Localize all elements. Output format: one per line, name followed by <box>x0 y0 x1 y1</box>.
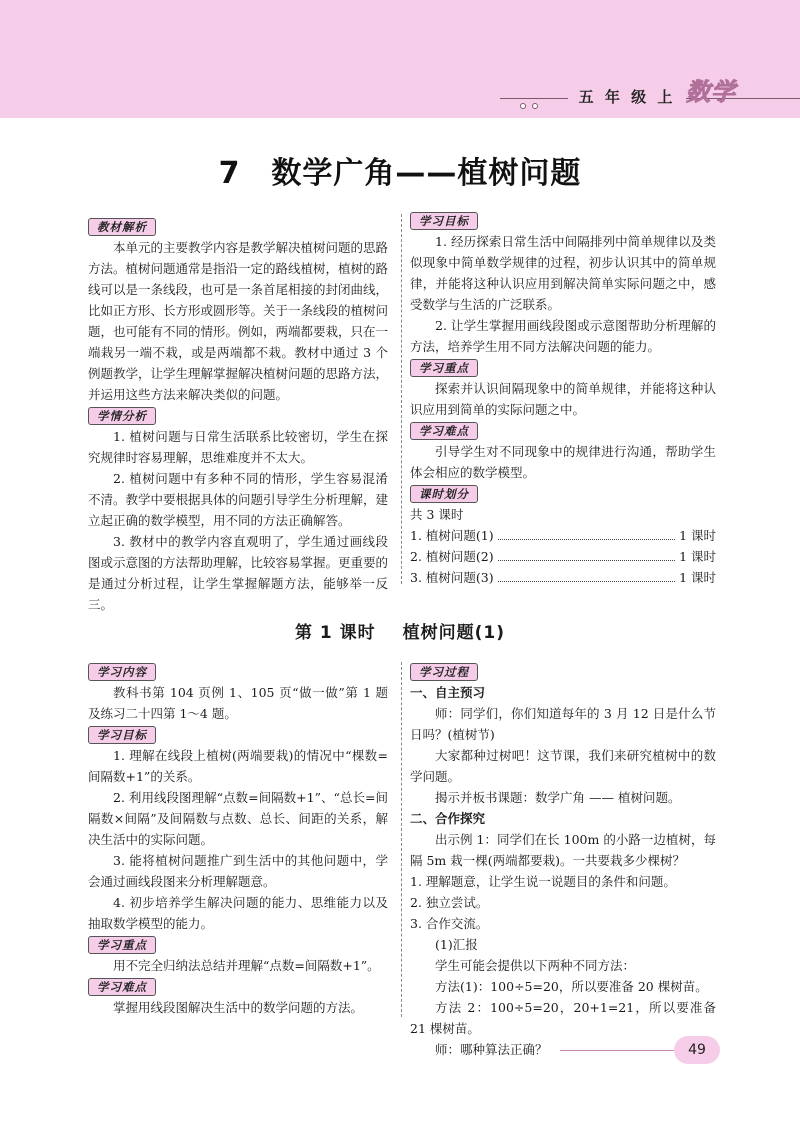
key-points-text: 探索并认识间隔现象中的简单规律，并能将这种认识应用到简单的实际问题之中。 <box>410 381 716 417</box>
schedule-row <box>410 546 716 567</box>
student-analysis-item: 1. 植树问题与日常生活联系比较密切，学生在探究规律时容易理解，思维难度并不太大。 <box>88 429 388 465</box>
lesson-number: 第 1 课时 <box>295 623 376 643</box>
student-analysis-item: 2. 植树问题中有多种不同的情形，学生容易混淆不清。教学中要根据具体的问题引导学生分析理解，建立起正确的数学模型，用不同的方法正确解答。 <box>88 471 389 528</box>
difficulties-text: 掌握用线段图解决生活中的数学问题的方法。 <box>113 1000 364 1015</box>
process-step: 3. 合作交流。 <box>410 916 489 931</box>
tag-difficulties: 学习难点 <box>410 422 478 440</box>
section2-left-column <box>88 661 388 1018</box>
schedule-row <box>410 525 716 546</box>
method-line: 方法 2：100÷5=20，20+1=21，所以要准备 21 棵树苗。 <box>410 1000 716 1036</box>
tag-difficulties: 学习难点 <box>88 978 156 996</box>
process-step: 2. 独立尝试。 <box>410 895 489 910</box>
learning-goal-item: 3. 能将植树问题推广到生活中的其他问题中，学会通过画线段图来分析理解题意。 <box>88 853 388 889</box>
tag-learning-process: 学习过程 <box>410 663 478 681</box>
learning-goal-item: 1. 理解在线段上植树(两端要栽)的情况中“棵数=间隔数+1”的关系。 <box>88 748 388 784</box>
step-heading: 二、合作探究 <box>410 811 486 826</box>
schedule-label: 3. 植树问题(3) <box>410 570 494 585</box>
schedule-hours: 1 课时 <box>679 528 716 543</box>
section2-right-column <box>410 661 716 1060</box>
tag-learning-goals: 学习目标 <box>88 726 156 744</box>
key-points-text: 用不完全归纳法总结并理解“点数=间隔数+1”。 <box>113 958 380 973</box>
teacher-question: 师：哪种算法正确？ <box>435 1042 548 1057</box>
process-paragraph: 揭示并板书课题：数学广角 —— 植树问题。 <box>435 790 681 805</box>
tag-learning-content: 学习内容 <box>88 663 156 681</box>
process-step: 学生可能会提供以下两种不同方法： <box>435 958 636 973</box>
leader-dots <box>498 560 675 561</box>
leader-dots <box>498 581 675 582</box>
page-number: 49 <box>674 1036 720 1064</box>
process-paragraph: 师：同学们，你们知道每年的 3 月 12 日是什么节日吗？(植树节) <box>410 706 716 742</box>
column-divider <box>401 662 402 1017</box>
leader-dots <box>498 539 675 540</box>
subject-logo: 数学 <box>686 77 736 106</box>
step-heading: 一、自主预习 <box>410 685 486 700</box>
schedule-label: 2. 植树问题(2) <box>410 549 494 564</box>
tag-student-analysis: 学情分析 <box>88 407 156 425</box>
process-step: 1. 理解题意，让学生说一说题目的条件和问题。 <box>410 874 676 889</box>
learning-goal-item: 2. 让学生掌握用画线段图或示意图帮助分析理解的方法，培养学生用不同方法解决问题的能力。 <box>410 318 716 354</box>
lesson-name: 植树问题(1) <box>402 623 505 643</box>
textbook-analysis-text: 本单元的主要教学内容是教学解决植树问题的思路方法。植树问题通常是指沿一定的路线植树，植树的路线可以是一条线段，也可是一条首尾相接的封闭曲线，比如正方形、长方形或圆形等。关于一条线段的植树问题，也可能有不同的情形。例如，两端都要栽，只在一端栽另一端不栽，或是两端都不栽。教材中通过 3 个例题教学，让学生理解掌握解决植树问题的思路方法，并运用这些方法来解决类似的问题。 <box>88 240 389 402</box>
student-analysis-item: 3. 教材中的教学内容直观明了，学生通过画线段图或示意图的方法帮助理解，比较容易掌握。更重要的是通过分析过程，让学生掌握解题方法，能够举一反三。 <box>88 534 389 612</box>
process-paragraph: 大家都种过树吧！这节课，我们来研究植树中的数学问题。 <box>410 748 716 784</box>
method-line: 方法(1)：100÷5=20，所以要准备 20 棵树苗。 <box>435 979 708 994</box>
grade-label: 五 年 级 上 <box>568 84 686 110</box>
column-divider <box>401 214 402 584</box>
lesson-total: 共 3 课时 <box>410 507 464 522</box>
difficulties-text: 引导学生对不同现象中的规律进行沟通，帮助学生体会相应的数学模型。 <box>410 444 716 480</box>
section1-right-column <box>410 210 716 588</box>
tag-lesson-plan: 课时划分 <box>410 485 478 503</box>
tag-textbook-analysis: 教材解析 <box>88 218 156 236</box>
header-decoration <box>520 94 544 113</box>
schedule-hours: 1 课时 <box>679 570 716 585</box>
page-number-rule <box>560 1050 674 1051</box>
tag-learning-goals: 学习目标 <box>410 212 478 230</box>
chapter-title: 7 数学广角——植树问题 <box>218 156 582 191</box>
tag-key-points: 学习重点 <box>88 936 156 954</box>
learning-goal-item: 1. 经历探索日常生活中间隔排列中简单规律以及类似现象中简单数学规律的过程，初步认识其中的简单规律，并能将这种认识应用到解决简单实际问题之中，感受数学与生活的广泛联系。 <box>410 234 716 312</box>
process-step: (1)汇报 <box>435 937 478 952</box>
example-problem: 出示例 1：同学们在长 100m 的小路一边植树，每隔 5m 栽一棵(两端都要栽)。一共要栽多少棵树？ <box>410 832 716 868</box>
section1-left-column <box>88 216 388 615</box>
schedule-row <box>410 567 716 588</box>
learning-content-text: 教科书第 104 页例 1、105 页“做一做”第 1 题及练习二十四第 1～4 题。 <box>88 685 388 721</box>
tag-key-points: 学习重点 <box>410 359 478 377</box>
learning-goal-item: 4. 初步培养学生解决问题的能力、思维能力以及抽取数学模型的能力。 <box>88 895 388 931</box>
lesson-title <box>0 618 800 643</box>
schedule-label: 1. 植树问题(1) <box>410 528 494 543</box>
schedule-hours: 1 课时 <box>679 549 716 564</box>
learning-goal-item: 2. 利用线段图理解“点数=间隔数+1”、“总长=间隔数×间隔”及间隔数与点数、总长、间距的关系，解决生活中的实际问题。 <box>88 790 388 847</box>
